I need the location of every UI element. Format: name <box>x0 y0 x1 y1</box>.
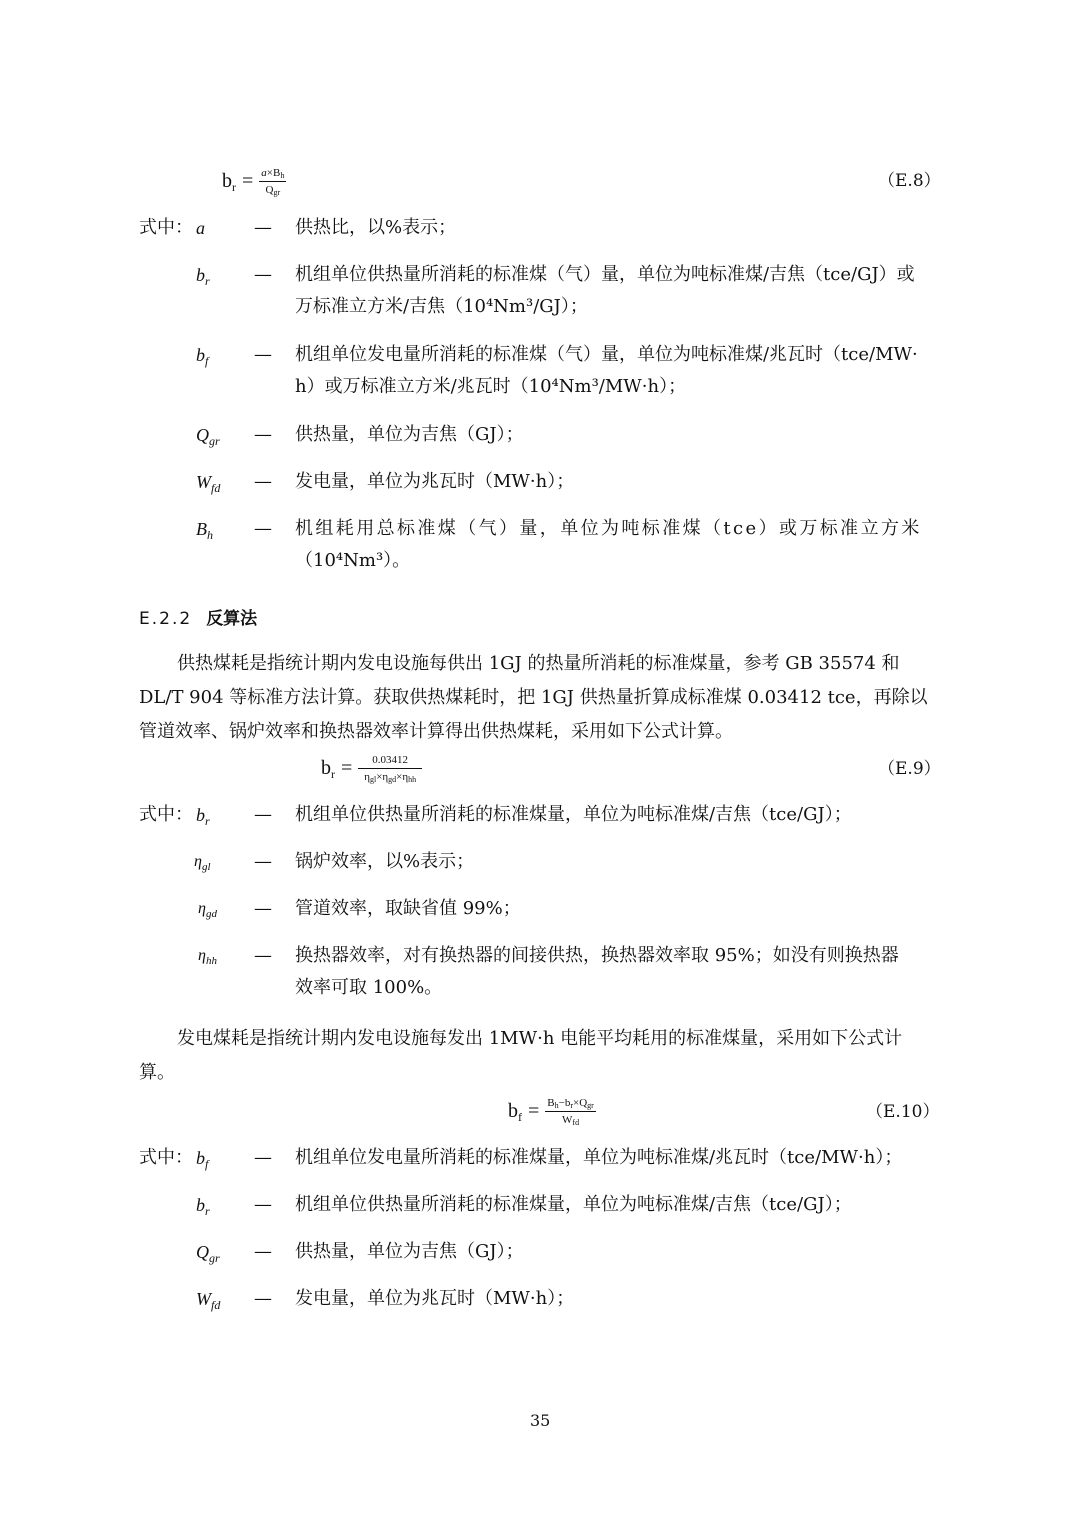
definition-dash: — <box>254 424 272 445</box>
definition-symbol: $b_r$ <box>196 805 210 828</box>
definition-text: 机组单位发电量所消耗的标准煤量，单位为吨标准煤/兆瓦时（tce/MW·h）； <box>295 1147 903 1168</box>
equals-sign: = <box>242 170 254 192</box>
paragraph-line: 供热煤耗是指统计期内发电设施每供出 1GJ 的热量所消耗的标准煤量，参考 GB 35574 和 <box>177 653 900 674</box>
definition-symbol: $W_{fd}$ <box>196 472 221 495</box>
definition-dash: — <box>254 1241 272 1262</box>
definition-dash: — <box>254 217 272 238</box>
fraction-numerator: 0.03412 <box>358 753 422 769</box>
definition-dash: — <box>254 945 272 966</box>
definition-text: 换热器效率，对有换热器的间接供热，换热器效率取 95%；如没有则换热器 <box>295 945 899 966</box>
paragraph-line: DL/T 904 等标准方法计算。获取供热煤耗时，把 1GJ 供热量折算成标准煤 0.03412 tce，再除以 <box>139 687 928 708</box>
fraction-numerator: $B_h-b_r\times Q_{gr}$ <box>547 1097 594 1110</box>
definition-text: 效率可取 100%。 <box>295 977 443 998</box>
equation-number-e8: （E.8） <box>878 171 941 191</box>
equals-sign: = <box>528 1100 540 1122</box>
definition-dash: — <box>254 518 272 539</box>
definition-symbol: $b_f$ <box>196 1148 209 1171</box>
equation-number-e9: （E.9） <box>878 759 941 779</box>
definition-text: 机组单位供热量所消耗的标准煤量，单位为吨标准煤/吉焦（tce/GJ）； <box>295 804 852 825</box>
definition-dash: — <box>254 804 272 825</box>
definition-symbol: $Q_{gr}$ <box>196 1242 220 1265</box>
definition-text: 供热量，单位为吉焦（GJ）； <box>295 424 524 445</box>
definition-text: （10⁴Nm³）。 <box>295 550 411 571</box>
fraction-denominator: $W_{fd}$ <box>562 1114 580 1127</box>
paragraph-line: 发电煤耗是指统计期内发电设施每发出 1MW·h 电能平均耗用的标准煤量，采用如下公式计 <box>177 1028 903 1049</box>
definition-dash: — <box>254 851 272 872</box>
equation-lhs: $b_r$ <box>321 757 335 781</box>
equation-e10 <box>508 1096 596 1127</box>
definition-symbol: $W_{fd}$ <box>196 1289 221 1312</box>
definition-symbol: $Q_{gr}$ <box>196 425 220 448</box>
definition-text: 锅炉效率，以%表示； <box>295 851 475 872</box>
definition-text: 万标准立方米/吉焦（10⁴Nm³/GJ）； <box>295 296 588 317</box>
definition-text: 发电量，单位为兆瓦时（MW·h）； <box>295 471 575 492</box>
definition-text: 发电量，单位为兆瓦时（MW·h）； <box>295 1288 575 1309</box>
paragraph-line: 算。 <box>139 1062 175 1083</box>
fraction-numerator: $a\times B_h$ <box>261 167 285 180</box>
definition-text: 机组单位供热量所消耗的标准煤（气）量，单位为吨标准煤/吉焦（tce/GJ）或 <box>295 264 915 285</box>
fraction <box>545 1096 596 1127</box>
definition-prefix: 式中： <box>139 1147 193 1168</box>
definition-symbol: $\eta_{gd}$ <box>198 900 217 920</box>
definition-symbol: $\eta_{hh}$ <box>198 947 217 967</box>
definition-symbol: $\eta_{gl}$ <box>194 853 211 873</box>
equation-e9 <box>321 753 422 784</box>
definition-text: h）或万标准立方米/兆瓦时（10⁴Nm³/MW·h）； <box>295 376 687 397</box>
definition-symbol: $b_r$ <box>196 265 210 288</box>
definition-text: 机组单位供热量所消耗的标准煤量，单位为吨标准煤/吉焦（tce/GJ）； <box>295 1194 852 1215</box>
equation-e8 <box>222 166 286 197</box>
definition-symbol: $b_f$ <box>196 345 209 368</box>
page-number: 35 <box>530 1411 551 1430</box>
fraction <box>358 753 422 784</box>
definition-dash: — <box>254 264 272 285</box>
section-number: E.2.2 <box>139 609 193 629</box>
definition-symbol: a <box>196 218 205 238</box>
fraction <box>259 166 286 197</box>
definition-dash: — <box>254 898 272 919</box>
definition-text: 管道效率，取缺省值 99%； <box>295 898 521 919</box>
section-title: 反算法 <box>206 609 258 629</box>
definition-dash: — <box>254 344 272 365</box>
definition-text: 机组耗用总标准煤（气）量，单位为吨标准煤（tce）或万标准立方米 <box>295 518 922 539</box>
paragraph <box>139 1022 945 1090</box>
definition-prefix: 式中： <box>139 804 193 825</box>
definition-dash: — <box>254 1194 272 1215</box>
definition-dash: — <box>254 471 272 492</box>
equals-sign: = <box>341 757 353 779</box>
paragraph-line: 管道效率、锅炉效率和换热器效率计算得出供热煤耗，采用如下公式计算。 <box>139 721 733 742</box>
definition-prefix: 式中： <box>139 217 193 238</box>
definition-text: 供热量，单位为吉焦（GJ）； <box>295 1241 524 1262</box>
paragraph <box>139 647 945 749</box>
definition-text: 机组单位发电量所消耗的标准煤（气）量，单位为吨标准煤/兆瓦时（tce/MW· <box>295 344 918 365</box>
fraction-denominator: $\eta_{gl}\times\eta_{gd}\times\eta_{hh}$ <box>364 771 417 784</box>
definition-symbol: $B_h$ <box>196 519 213 542</box>
equation-lhs: $b_f$ <box>508 1100 522 1124</box>
fraction-denominator: $Q_{gr}$ <box>265 184 281 197</box>
definition-text: 供热比，以%表示； <box>295 217 457 238</box>
section-heading <box>139 609 257 629</box>
equation-lhs: $b_r$ <box>222 170 236 194</box>
equation-number-e10: （E.10） <box>866 1102 940 1122</box>
definition-dash: — <box>254 1288 272 1309</box>
definition-symbol: $b_r$ <box>196 1195 210 1218</box>
definition-dash: — <box>254 1147 272 1168</box>
